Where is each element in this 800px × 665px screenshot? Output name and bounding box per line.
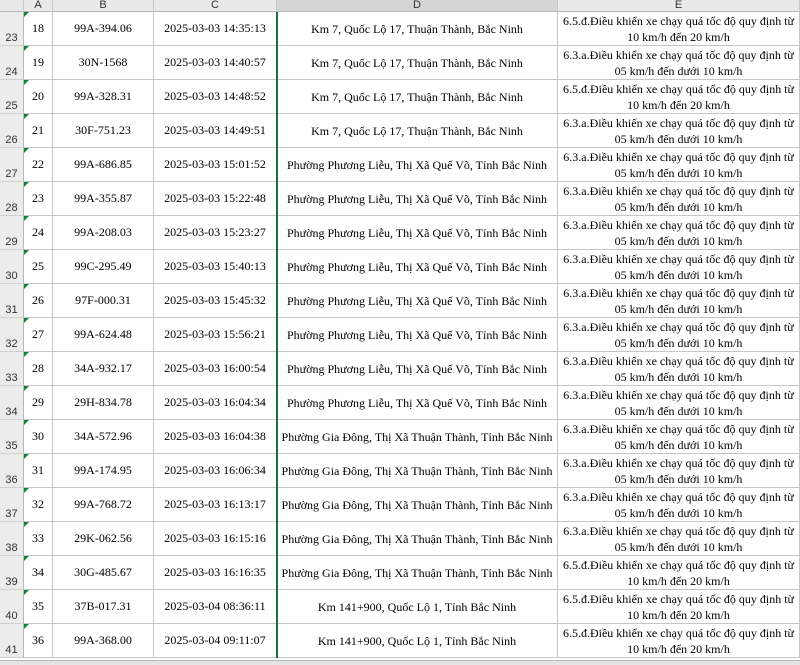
error-indicator-icon (24, 182, 29, 187)
cell-plate[interactable] (53, 148, 154, 182)
cell-stt-text: 18 (32, 21, 44, 35)
select-all-corner[interactable] (0, 0, 24, 12)
cell-datetime-text: 2025-03-03 16:06:34 (164, 463, 266, 477)
cell-location[interactable] (277, 114, 558, 148)
cell-plate[interactable] (53, 386, 154, 420)
table-row (0, 284, 800, 318)
cell-plate-text: 99A-624.48 (74, 327, 132, 341)
cell-plate-text: 99A-174.95 (74, 463, 132, 477)
cell-violation-text: 6.3.a.Điều khiển xe chạy quá tốc độ quy định từ 05 km/h đến dưới 10 km/h (563, 387, 794, 418)
cell-location-text: Phường Gia Đông, Thị Xã Thuận Thành, Tỉnh Bắc Ninh (281, 429, 553, 444)
cell-stt[interactable] (24, 352, 53, 386)
row-number-text: 38 (5, 542, 18, 554)
cell-plate[interactable] (53, 114, 154, 148)
table-row (0, 454, 800, 488)
row-number-text: 33 (5, 372, 18, 384)
cell-location[interactable] (277, 386, 558, 420)
cell-plate-text: 29K-062.56 (74, 531, 132, 545)
cell-datetime[interactable] (154, 420, 277, 454)
cell-violation[interactable] (558, 216, 800, 250)
cell-datetime-text: 2025-03-03 16:00:54 (164, 361, 266, 375)
cell-datetime[interactable] (154, 80, 277, 114)
row-number[interactable] (0, 148, 24, 182)
cell-datetime-text: 2025-03-03 15:01:52 (164, 157, 266, 171)
cell-plate[interactable] (53, 284, 154, 318)
row-number[interactable] (0, 420, 24, 454)
column-header-e[interactable]: E (558, 0, 800, 12)
cell-violation-text: 6.5.đ.Điều khiển xe chạy quá tốc độ quy định từ 10 km/h đến 20 km/h (562, 81, 795, 112)
cell-stt[interactable] (24, 80, 53, 114)
cell-location-text: Km 141+900, Quốc Lộ 1, Tỉnh Bắc Ninh (317, 599, 517, 614)
cell-plate[interactable] (53, 12, 154, 46)
cell-violation[interactable] (558, 556, 800, 590)
cell-violation[interactable] (558, 318, 800, 352)
error-indicator-icon (24, 556, 29, 561)
cell-plate-text: 34A-572.96 (74, 429, 132, 443)
row-number[interactable] (0, 488, 24, 522)
cell-stt[interactable] (24, 624, 53, 658)
cell-stt-text: 34 (32, 565, 44, 579)
cell-datetime-text: 2025-03-03 16:16:35 (164, 565, 266, 579)
cell-plate[interactable] (53, 46, 154, 80)
table-row (0, 590, 800, 624)
row-number[interactable] (0, 522, 24, 556)
cell-plate-text: 30N-1568 (78, 55, 128, 69)
table-row (0, 352, 800, 386)
cell-violation[interactable] (558, 386, 800, 420)
cell-plate[interactable] (53, 420, 154, 454)
row-number[interactable] (0, 386, 24, 420)
cell-stt-text: 27 (32, 327, 44, 341)
cell-violation-text: 6.3.a.Điều khiển xe chạy quá tốc độ quy định từ 05 km/h đến dưới 10 km/h (563, 319, 794, 350)
cell-stt[interactable] (24, 148, 53, 182)
cell-plate[interactable] (53, 556, 154, 590)
cell-location[interactable] (277, 182, 558, 216)
row-number-text: 29 (5, 236, 18, 248)
cell-plate-text: 34A-932.17 (74, 361, 132, 375)
cell-plate-text: 30G-485.67 (74, 565, 132, 579)
sheet-tab-bar (0, 660, 800, 665)
cell-violation-text: 6.3.a.Điều khiển xe chạy quá tốc độ quy định từ 05 km/h đến dưới 10 km/h (563, 489, 794, 520)
cell-location[interactable] (277, 522, 558, 556)
cell-datetime[interactable] (154, 522, 277, 556)
cell-plate-text: 99A-686.85 (74, 157, 132, 171)
cell-location[interactable] (277, 12, 558, 46)
row-number[interactable] (0, 182, 24, 216)
cell-plate-text: 97F-000.31 (75, 293, 131, 307)
row-number-text: 32 (5, 338, 18, 350)
row-number[interactable] (0, 46, 24, 80)
cell-datetime[interactable] (154, 46, 277, 80)
row-number[interactable] (0, 114, 24, 148)
cell-location[interactable] (277, 624, 558, 658)
cell-stt[interactable] (24, 590, 53, 624)
error-indicator-icon (24, 148, 29, 153)
row-number[interactable] (0, 556, 24, 590)
cell-datetime[interactable] (154, 352, 277, 386)
cell-violation[interactable] (558, 46, 800, 80)
cell-datetime[interactable] (154, 590, 277, 624)
cell-plate-text: 99A-394.06 (74, 21, 132, 35)
cell-location-text: Phường Phương Liễu, Thị Xã Quế Võ, Tỉnh Bắc Ninh (286, 293, 548, 308)
error-indicator-icon (24, 284, 29, 289)
cell-location[interactable] (277, 352, 558, 386)
cell-location-text: Phường Phương Liễu, Thị Xã Quế Võ, Tỉnh Bắc Ninh (286, 259, 548, 274)
row-number-text: 28 (5, 202, 18, 214)
cell-stt-text: 30 (32, 429, 44, 443)
cell-stt[interactable] (24, 46, 53, 80)
cell-stt[interactable] (24, 386, 53, 420)
cell-location[interactable] (277, 420, 558, 454)
table-row (0, 148, 800, 182)
cell-stt-text: 26 (32, 293, 44, 307)
cell-datetime[interactable] (154, 488, 277, 522)
cell-datetime-text: 2025-03-03 14:49:51 (164, 123, 266, 137)
column-header-c[interactable]: C (154, 0, 277, 12)
cell-datetime[interactable] (154, 114, 277, 148)
cell-datetime-text: 2025-03-03 14:48:52 (164, 89, 266, 103)
cell-violation-text: 6.3.a.Điều khiển xe chạy quá tốc độ quy định từ 05 km/h đến dưới 10 km/h (563, 421, 794, 452)
cell-stt[interactable] (24, 216, 53, 250)
table-row (0, 522, 800, 556)
row-number[interactable] (0, 454, 24, 488)
cell-location-text: Phường Gia Đông, Thị Xã Thuận Thành, Tỉnh Bắc Ninh (281, 463, 553, 478)
cell-datetime-text: 2025-03-03 16:04:34 (164, 395, 266, 409)
cell-location-text: Phường Phương Liễu, Thị Xã Quế Võ, Tỉnh Bắc Ninh (286, 361, 548, 376)
row-number-text: 37 (5, 508, 18, 520)
cell-datetime[interactable] (154, 12, 277, 46)
row-number[interactable] (0, 250, 24, 284)
cell-plate[interactable] (53, 216, 154, 250)
table-row (0, 386, 800, 420)
cell-violation-text: 6.3.a.Điều khiển xe chạy quá tốc độ quy định từ 05 km/h đến dưới 10 km/h (563, 455, 794, 486)
cell-location-text: Phường Phương Liễu, Thị Xã Quế Võ, Tỉnh Bắc Ninh (286, 225, 548, 240)
cell-location-text: Km 7, Quốc Lộ 17, Thuận Thành, Bắc Ninh (311, 21, 523, 36)
cell-violation-text: 6.3.a.Điều khiển xe chạy quá tốc độ quy định từ 05 km/h đến dưới 10 km/h (563, 149, 794, 180)
cell-violation[interactable] (558, 12, 800, 46)
cell-location[interactable] (277, 488, 558, 522)
cell-location-text: Phường Gia Đông, Thị Xã Thuận Thành, Tỉnh Bắc Ninh (281, 531, 553, 546)
error-indicator-icon (24, 488, 29, 493)
cell-datetime-text: 2025-03-03 16:13:17 (164, 497, 266, 511)
table-row (0, 12, 800, 46)
table-row (0, 420, 800, 454)
cell-plate-text: 99A-368.00 (74, 633, 132, 647)
table-row (0, 46, 800, 80)
cell-violation-text: 6.3.a.Điều khiển xe chạy quá tốc độ quy định từ 05 km/h đến dưới 10 km/h (563, 115, 794, 146)
cell-location-text: Km 7, Quốc Lộ 17, Thuận Thành, Bắc Ninh (311, 123, 523, 138)
cell-stt-text: 32 (32, 497, 44, 511)
cell-violation[interactable] (558, 352, 800, 386)
cell-datetime[interactable] (154, 454, 277, 488)
table-row (0, 624, 800, 658)
cell-datetime[interactable] (154, 556, 277, 590)
cell-location[interactable] (277, 318, 558, 352)
cell-datetime[interactable] (154, 216, 277, 250)
row-number[interactable] (0, 12, 24, 46)
cell-violation-text: 6.3.a.Điều khiển xe chạy quá tốc độ quy định từ 05 km/h đến dưới 10 km/h (563, 353, 794, 384)
error-indicator-icon (24, 12, 29, 17)
cell-datetime-text: 2025-03-03 15:45:32 (164, 293, 266, 307)
error-indicator-icon (24, 386, 29, 391)
cell-stt-text: 19 (32, 55, 44, 69)
cell-plate[interactable] (53, 624, 154, 658)
row-number-text: 34 (5, 406, 18, 418)
cell-datetime-text: 2025-03-03 15:40:13 (164, 259, 266, 273)
cell-violation[interactable] (558, 80, 800, 114)
cell-location[interactable] (277, 250, 558, 284)
cell-violation[interactable] (558, 114, 800, 148)
cell-plate[interactable] (53, 250, 154, 284)
row-number-text: 27 (5, 168, 18, 180)
cell-stt[interactable] (24, 522, 53, 556)
cell-plate[interactable] (53, 318, 154, 352)
selection-border (276, 12, 278, 658)
row-number[interactable] (0, 318, 24, 352)
cell-plate-text: 30F-751.23 (75, 123, 131, 137)
row-number-text: 25 (5, 100, 18, 112)
error-indicator-icon (24, 590, 29, 595)
cell-plate[interactable] (53, 80, 154, 114)
column-header-b[interactable]: B (53, 0, 154, 12)
cell-violation-text: 6.5.đ.Điều khiển xe chạy quá tốc độ quy định từ 10 km/h đến 20 km/h (562, 591, 795, 622)
cell-location[interactable] (277, 590, 558, 624)
error-indicator-icon (24, 420, 29, 425)
cell-violation[interactable] (558, 488, 800, 522)
cell-stt-text: 36 (32, 633, 44, 647)
cell-location[interactable] (277, 556, 558, 590)
cell-stt[interactable] (24, 488, 53, 522)
cell-violation[interactable] (558, 182, 800, 216)
cell-stt[interactable] (24, 454, 53, 488)
error-indicator-icon (24, 114, 29, 119)
cell-violation-text: 6.5.đ.Điều khiển xe chạy quá tốc độ quy định từ 10 km/h đến 20 km/h (562, 557, 795, 588)
cell-stt-text: 31 (32, 463, 44, 477)
cell-location[interactable] (277, 284, 558, 318)
cell-location-text: Phường Gia Đông, Thị Xã Thuận Thành, Tỉnh Bắc Ninh (281, 497, 553, 512)
error-indicator-icon (24, 250, 29, 255)
table-row (0, 114, 800, 148)
cell-plate-text: 99A-768.72 (74, 497, 132, 511)
row-number-text: 35 (5, 440, 18, 452)
error-indicator-icon (24, 522, 29, 527)
cell-plate[interactable] (53, 352, 154, 386)
cell-datetime-text: 2025-03-03 14:35:13 (164, 21, 266, 35)
table-row (0, 182, 800, 216)
cell-datetime[interactable] (154, 250, 277, 284)
cell-location-text: Phường Phương Liễu, Thị Xã Quế Võ, Tỉnh Bắc Ninh (286, 191, 548, 206)
row-number[interactable] (0, 590, 24, 624)
cell-datetime-text: 2025-03-03 15:23:27 (164, 225, 266, 239)
error-indicator-icon (24, 46, 29, 51)
cell-violation[interactable] (558, 522, 800, 556)
row-number-text: 23 (5, 32, 18, 44)
cell-violation[interactable] (558, 420, 800, 454)
cell-datetime[interactable] (154, 182, 277, 216)
cell-stt[interactable] (24, 284, 53, 318)
cell-violation[interactable] (558, 148, 800, 182)
cell-datetime-text: 2025-03-04 09:11:07 (164, 633, 266, 647)
cell-violation-text: 6.3.a.Điều khiển xe chạy quá tốc độ quy định từ 05 km/h đến dưới 10 km/h (563, 47, 794, 78)
cell-datetime-text: 2025-03-03 16:04:38 (164, 429, 266, 443)
row-number-text: 41 (5, 644, 18, 656)
cell-datetime-text: 2025-03-03 15:56:21 (164, 327, 266, 341)
cell-plate[interactable] (53, 590, 154, 624)
cell-datetime[interactable] (154, 624, 277, 658)
cell-datetime-text: 2025-03-03 16:15:16 (164, 531, 266, 545)
cell-plate-text: 37B-017.31 (74, 599, 132, 613)
cell-stt-text: 23 (32, 191, 44, 205)
cell-location[interactable] (277, 46, 558, 80)
column-header-a[interactable]: A (24, 0, 53, 12)
cell-datetime-text: 2025-03-04 08:36:11 (164, 599, 266, 613)
row-number[interactable] (0, 624, 24, 658)
row-number[interactable] (0, 352, 24, 386)
table-row (0, 488, 800, 522)
cell-location[interactable] (277, 80, 558, 114)
cell-location-text: Km 7, Quốc Lộ 17, Thuận Thành, Bắc Ninh (311, 55, 523, 70)
cell-violation[interactable] (558, 624, 800, 658)
cell-location-text: Km 7, Quốc Lộ 17, Thuận Thành, Bắc Ninh (311, 89, 523, 104)
cell-plate-text: 99A-355.87 (74, 191, 132, 205)
cell-location-text: Phường Phương Liễu, Thị Xã Quế Võ, Tỉnh Bắc Ninh (286, 157, 548, 172)
table-row (0, 80, 800, 114)
table-row (0, 556, 800, 590)
cell-datetime-text: 2025-03-03 15:22:48 (164, 191, 266, 205)
cell-violation-text: 6.3.a.Điều khiển xe chạy quá tốc độ quy định từ 05 km/h đến dưới 10 km/h (563, 217, 794, 248)
error-indicator-icon (24, 318, 29, 323)
cell-plate-text: 99C-295.49 (74, 259, 132, 273)
row-number-text: 30 (5, 270, 18, 282)
cell-stt-text: 22 (32, 157, 44, 171)
cell-plate[interactable] (53, 488, 154, 522)
cell-plate[interactable] (53, 182, 154, 216)
row-number-text: 24 (5, 66, 18, 78)
cell-stt-text: 25 (32, 259, 44, 273)
row-number-text: 26 (5, 134, 18, 146)
cell-location[interactable] (277, 216, 558, 250)
error-indicator-icon (24, 352, 29, 357)
error-indicator-icon (24, 80, 29, 85)
error-indicator-icon (24, 454, 29, 459)
cell-violation-text: 6.3.a.Điều khiển xe chạy quá tốc độ quy định từ 05 km/h đến dưới 10 km/h (563, 183, 794, 214)
row-number-text: 39 (5, 576, 18, 588)
cell-location-text: Km 141+900, Quốc Lộ 1, Tỉnh Bắc Ninh (317, 633, 517, 648)
error-indicator-icon (24, 216, 29, 221)
cell-stt-text: 29 (32, 395, 44, 409)
row-number[interactable] (0, 216, 24, 250)
error-indicator-icon (24, 624, 29, 629)
cell-stt-text: 21 (32, 123, 44, 137)
row-number-text: 40 (5, 610, 18, 622)
cell-violation-text: 6.3.a.Điều khiển xe chạy quá tốc độ quy định từ 05 km/h đến dưới 10 km/h (563, 285, 794, 316)
cell-stt[interactable] (24, 12, 53, 46)
cell-stt-text: 28 (32, 361, 44, 375)
cell-stt-text: 24 (32, 225, 44, 239)
cell-datetime[interactable] (154, 148, 277, 182)
cell-location[interactable] (277, 148, 558, 182)
cell-plate-text: 99A-328.31 (74, 89, 132, 103)
cell-location-text: Phường Gia Đông, Thị Xã Thuận Thành, Tỉnh Bắc Ninh (281, 565, 553, 580)
cell-violation-text: 6.3.a.Điều khiển xe chạy quá tốc độ quy định từ 05 km/h đến dưới 10 km/h (563, 251, 794, 282)
cell-stt[interactable] (24, 182, 53, 216)
row-number-text: 36 (5, 474, 18, 486)
cell-violation-text: 6.5.đ.Điều khiển xe chạy quá tốc độ quy định từ 10 km/h đến 20 km/h (562, 625, 795, 656)
row-number-text: 31 (5, 304, 18, 316)
cell-stt[interactable] (24, 318, 53, 352)
cell-stt-text: 33 (32, 531, 44, 545)
cell-violation[interactable] (558, 454, 800, 488)
cell-plate[interactable] (53, 522, 154, 556)
cell-datetime[interactable] (154, 318, 277, 352)
cell-plate[interactable] (53, 454, 154, 488)
cell-stt-text: 20 (32, 89, 44, 103)
cell-datetime[interactable] (154, 284, 277, 318)
cell-datetime-text: 2025-03-03 14:40:57 (164, 55, 266, 69)
row-number[interactable] (0, 80, 24, 114)
cell-violation[interactable] (558, 284, 800, 318)
cell-plate-text: 99A-208.03 (74, 225, 132, 239)
cell-stt[interactable] (24, 114, 53, 148)
row-number[interactable] (0, 284, 24, 318)
cell-stt[interactable] (24, 420, 53, 454)
cell-violation-text: 6.5.đ.Điều khiển xe chạy quá tốc độ quy định từ 10 km/h đến 20 km/h (562, 13, 795, 44)
cell-violation-text: 6.3.a.Điều khiển xe chạy quá tốc độ quy định từ 05 km/h đến dưới 10 km/h (563, 523, 794, 554)
cell-location[interactable] (277, 454, 558, 488)
cell-stt[interactable] (24, 556, 53, 590)
cell-location-text: Phường Phương Liễu, Thị Xã Quế Võ, Tỉnh Bắc Ninh (286, 327, 548, 342)
cell-stt-text: 35 (32, 599, 44, 613)
cell-datetime[interactable] (154, 386, 277, 420)
cell-plate-text: 29H-834.78 (74, 395, 132, 409)
cell-violation[interactable] (558, 250, 800, 284)
cell-stt[interactable] (24, 250, 53, 284)
table-row (0, 216, 800, 250)
column-header-d[interactable]: D (277, 0, 558, 12)
table-row (0, 318, 800, 352)
cell-location-text: Phường Phương Liễu, Thị Xã Quế Võ, Tỉnh Bắc Ninh (286, 395, 548, 410)
table-row (0, 250, 800, 284)
cell-violation[interactable] (558, 590, 800, 624)
